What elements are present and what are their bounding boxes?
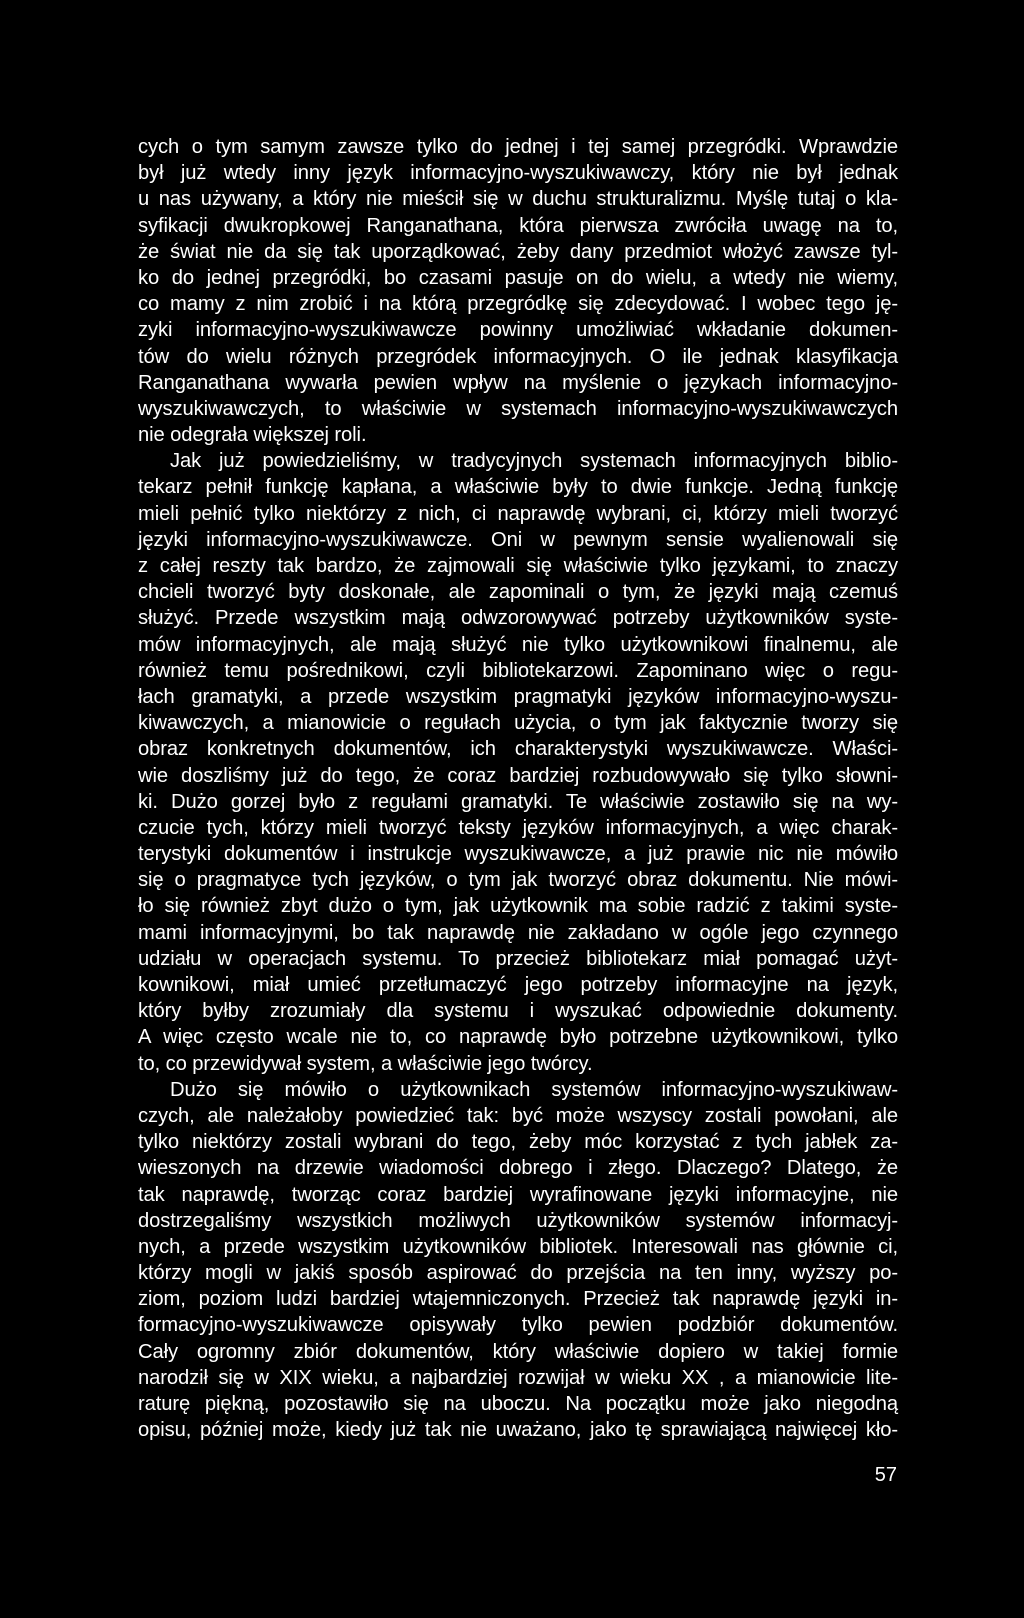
text-line: narodził się w XIX wieku, a najbardziej rozwijał w wieku XX , a mianowicie lite- [138,1366,898,1389]
text-line: nie odegrała większej roli. [138,424,367,447]
text-line: u nas używany, a który nie mieścił się w duchu strukturalizmu. Myślę tutaj o kla- [138,188,898,211]
text-line: Ranganathana wywarła pewien wpływ na myślenie o językach informacyjno- [138,371,898,394]
text-line: którzy mogli w jakiś sposób aspirować do przejścia na ten inny, wyższy po- [138,1262,898,1285]
text-line: czucie tych, którzy mieli tworzyć teksty języków informacyjnych, a więc charak- [138,816,898,839]
text-line: opisu, później może, kiedy już tak nie uważano, jako tę sprawiającą najwięcej kło- [138,1419,898,1442]
paragraph [138,448,898,1077]
text-line: wieszonych na drzewie wiadomości dobrego i złego. Dlaczego? Dlatego, że [138,1157,898,1180]
text-line: łach gramatyki, a przede wszystkim pragmatyki języków informacyjno-wyszu- [138,685,898,708]
text-line: cych o tym samym zawsze tylko do jednej i tej samej przegródki. Wprawdzie [138,136,898,158]
text-line: wie doszliśmy już do tego, że coraz bardziej rozbudowywało się tylko słowni- [138,764,898,787]
text-line: A więc często wcale nie to, co naprawdę było potrzebne użytkownikowi, tylko [138,1026,898,1049]
text-line: był już wtedy inny język informacyjno-wyszukiwawczy, który nie był jednak [138,162,898,185]
text-line: języki informacyjno-wyszukiwawcze. Oni w pewnym sensie wyalienowali się [138,528,898,551]
page-number: 57 [874,1464,897,1486]
text-line: się o pragmatyce tych języków, o tym jak tworzyć obraz dokumentu. Nie mówi- [138,869,898,892]
text-line: Dużo się mówiło o użytkownikach systemów informacyjno-wyszukiwaw- [170,1078,898,1101]
text-line: dostrzegaliśmy wszystkich możliwych użytkowników systemów informacyj- [138,1209,898,1232]
paragraph [138,134,898,448]
text-line: ki. Dużo gorzej było z regułami gramatyki. Te właściwie zostawiło się na wy- [138,790,898,813]
text-line: tów do wielu różnych przegródek informacyjnych. O ile jednak klasyfikacja [138,345,898,368]
text-line: ko do jednej przegródki, bo czasami pasuje on do wielu, a wtedy nie wiemy, [138,266,898,289]
text-line: służyć. Przede wszystkim mają odwzorowywać potrzeby użytkowników syste- [138,607,898,630]
text-line: udziału w operacjach systemu. To przecież bibliotekarz miał pomagać użyt- [138,947,898,970]
text-line: mów informacyjnych, ale mają służyć nie tylko użytkownikowi finalnemu, ale [138,633,898,656]
text-line: że świat nie da się tak uporządkować, żeby dany przedmiot włożyć zawsze tyl- [138,240,898,263]
text-line: to, co przewidywał system, a właściwie jego twórcy. [138,1052,593,1075]
text-line: nych, a przede wszystkim użytkowników bibliotek. Interesowali nas głównie ci, [138,1235,898,1258]
text-line: również temu pośrednikowi, czyli bibliotekarzowi. Zapominano więc o regu- [138,659,898,682]
text-line: ło się również zbyt dużo o tym, jak użytkownik ma sobie radzić z takimi syste- [138,895,898,918]
text-line: kiwawczych, a mianowicie o regułach użycia, o tym jak faktycznie tworzy się [138,712,898,735]
text-line: czych, ale należałoby powiedzieć tak: być może wszyscy zostali powołani, ale [138,1104,898,1127]
text-line: Cały ogromny zbiór dokumentów, który właściwie dopiero w takiej formie [138,1340,898,1363]
text-line: z całej reszty tak bardzo, że zajmowali się właściwie tylko językami, to znaczy [138,555,898,577]
text-line: tylko niektórzy zostali wybrani do tego, żeby móc korzystać z tych jabłek za- [138,1131,898,1154]
text-line: terystyki dokumentów i instrukcje wyszukiwawcze, a już prawie nic nie mówiło [138,843,898,866]
text-line: zyki informacyjno-wyszukiwawcze powinny umożliwiać wkładanie dokumen- [138,319,898,342]
text-line: co mamy z nim zrobić i na którą przegródkę się zdecydować. I wobec tego ję- [138,293,898,316]
text-line: wyszukiwawczych, to właściwie w systemach informacyjno-wyszukiwawczych [138,397,898,420]
text-line: obraz konkretnych dokumentów, ich charakterystyki wyszukiwawcze. Właści- [138,738,898,761]
text-line: mami informacyjnymi, bo tak naprawdę nie zakładano w ogóle jego czynnego [138,921,898,944]
text-line: chcieli tworzyć byty doskonałe, ale zapominali o tym, że języki mają czemuś [138,581,898,604]
text-line: tekarz pełnił funkcję kapłana, a właściwie były to dwie funkcje. Jedną funkcję [138,476,898,499]
text-line: raturę piękną, pozostawiło się na uboczu. Na początku może jako niegodną [138,1393,898,1415]
text-line: ziom, poziom ludzi bardziej wtajemniczonych. Przecież tak naprawdę języki in- [138,1288,898,1311]
text-line: tak naprawdę, tworząc coraz bardziej wyrafinowane języki informacyjne, nie [138,1183,898,1206]
text-line: formacyjno-wyszukiwawcze opisywały tylko pewien podzbiór dokumentów. [138,1314,898,1337]
text-line: kownikowi, miał umieć przetłumaczyć jego potrzeby informacyjne na język, [138,974,898,996]
text-line: który byłby zrozumiały dla systemu i wyszukać odpowiednie dokumenty. [138,1000,898,1023]
text-line: Jak już powiedzieliśmy, w tradycyjnych systemach informacyjnych biblio- [170,450,898,473]
text-line: syfikacji dwukropkowej Ranganathana, która pierwsza zwróciła uwagę na to, [138,214,898,237]
paragraph [138,1077,898,1444]
body-text [138,134,898,1443]
text-line: mieli pełnić tylko niektórzy z nich, ci naprawdę wybrani, ci, którzy mieli tworzyć [138,502,898,525]
